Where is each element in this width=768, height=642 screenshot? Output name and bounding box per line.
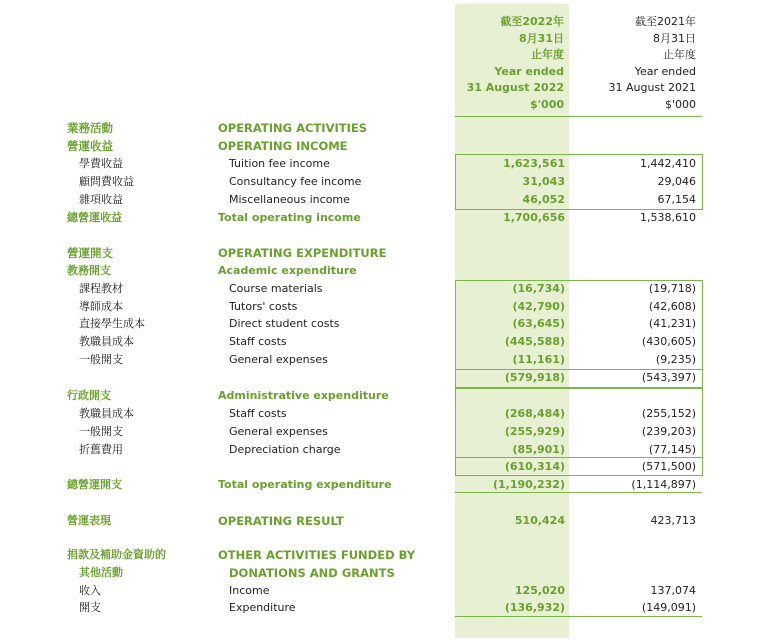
value-2021: (9,235) — [655, 353, 696, 366]
value-2022: (445,588) — [504, 335, 565, 348]
value-2022: 1,623,561 — [503, 157, 565, 170]
header-2022-line: 止年度 — [531, 48, 564, 61]
row-en: Tuition fee income — [229, 157, 330, 170]
row-en: OPERATING RESULT — [218, 514, 344, 528]
value-2021: (255,152) — [641, 407, 696, 420]
value-2022: (63,645) — [512, 317, 565, 330]
row-zh: 導師成本 — [79, 300, 123, 313]
value-2021: 1,442,410 — [640, 157, 696, 170]
row-zh: 捐款及補助金資助的 — [67, 548, 166, 561]
row-en: Depreciation charge — [229, 443, 341, 456]
row-zh: 教職員成本 — [79, 407, 134, 420]
header-2022-line: 截至2022年 — [500, 15, 564, 28]
row-en: Administrative expenditure — [218, 389, 389, 402]
value-2022: (16,734) — [512, 282, 565, 295]
row-zh: 教職員成本 — [79, 335, 134, 348]
row-en: DONATIONS AND GRANTS — [229, 566, 395, 580]
value-2021: (77,145) — [648, 443, 696, 456]
row-zh: 收入 — [79, 584, 101, 597]
admin-subtotal-2021: (571,500) — [641, 460, 696, 473]
total-expenditure-underline — [455, 492, 702, 493]
row-zh: 課程教材 — [79, 282, 123, 295]
value-2022: (85,901) — [512, 443, 565, 456]
header-2022-line: 31 August 2022 — [466, 81, 564, 94]
row-zh: 開支 — [79, 601, 101, 614]
academic-subtotal-line — [455, 369, 702, 370]
row-zh: 雜項收益 — [79, 193, 123, 206]
row-zh: 總營運開支 — [67, 478, 122, 491]
row-en: Total operating expenditure — [218, 478, 392, 491]
value-2021: 67,154 — [657, 193, 696, 206]
row-zh: 一般開支 — [79, 425, 123, 438]
header-2021-line: 止年度 — [663, 48, 696, 61]
value-2021: (42,608) — [648, 300, 696, 313]
row-en: Direct student costs — [229, 317, 340, 330]
header-2021 — [560, 14, 696, 113]
value-2022: 125,020 — [514, 584, 565, 597]
value-2022: (42,790) — [512, 300, 565, 313]
value-2022: 46,052 — [522, 193, 565, 206]
row-en: OPERATING INCOME — [218, 139, 348, 153]
value-2021: (430,605) — [641, 335, 696, 348]
row-en: Total operating income — [218, 211, 361, 224]
header-2021-line: 8月31日 — [653, 31, 696, 45]
value-2022: (1,190,232) — [493, 478, 565, 491]
row-zh: 教務開支 — [67, 264, 111, 277]
row-en: Academic expenditure — [218, 264, 357, 277]
academic-subtotal-2021: (543,397) — [641, 371, 696, 384]
value-2022: (255,929) — [504, 425, 565, 438]
row-zh: 行政開支 — [67, 389, 111, 402]
header-2021-line: 截至2021年 — [635, 15, 696, 28]
value-2022: 510,424 — [514, 514, 565, 527]
value-2022: (11,161) — [512, 353, 565, 366]
header-2022-line: Year ended — [494, 64, 564, 78]
row-en: OPERATING ACTIVITIES — [218, 121, 368, 135]
row-zh: 一般開支 — [79, 353, 123, 366]
value-2021: (19,718) — [648, 282, 696, 295]
header-underline — [455, 116, 702, 117]
value-2022: 31,043 — [522, 175, 565, 188]
row-zh: 其他活動 — [79, 566, 123, 579]
row-en: Course materials — [229, 282, 323, 295]
row-zh: 營運收益 — [67, 139, 113, 153]
row-zh: 總營運收益 — [67, 211, 122, 224]
value-2021: (149,091) — [641, 601, 696, 614]
academic-subtotal-2022: (579,918) — [504, 371, 565, 384]
row-en: Staff costs — [229, 335, 287, 348]
row-en: General expenses — [229, 353, 328, 366]
header-2022 — [455, 14, 564, 113]
value-2022: (268,484) — [504, 407, 565, 420]
value-2021: (239,203) — [641, 425, 696, 438]
row-zh: 營運開支 — [67, 246, 113, 260]
row-en: Miscellaneous income — [229, 193, 350, 206]
row-en: Expenditure — [229, 601, 296, 614]
value-2021: (41,231) — [648, 317, 696, 330]
admin-subtotal-line — [455, 457, 702, 458]
row-zh: 學費收益 — [79, 157, 123, 170]
value-2022: (136,932) — [504, 601, 565, 614]
header-2021-line: Year ended — [634, 64, 696, 78]
value-2022: 1,700,656 — [503, 211, 565, 224]
value-2021: 137,074 — [650, 584, 696, 597]
row-en: Income — [229, 584, 270, 597]
row-zh: 折舊費用 — [79, 443, 123, 456]
value-2021: 423,713 — [650, 514, 696, 527]
row-zh: 業務活動 — [67, 121, 113, 135]
row-en: OPERATING EXPENDITURE — [218, 246, 387, 260]
row-en: General expenses — [229, 425, 328, 438]
row-zh: 營運表現 — [67, 514, 111, 527]
header-2022-line: $'000 — [530, 97, 564, 111]
header-2022-line: 8月31日 — [519, 31, 564, 45]
row-en: Consultancy fee income — [229, 175, 362, 188]
header-2021-line: 31 August 2021 — [608, 81, 696, 94]
value-2021: (1,114,897) — [631, 478, 696, 491]
row-en: OTHER ACTIVITIES FUNDED BY — [218, 548, 416, 562]
row-zh: 直接學生成本 — [79, 317, 145, 330]
other-activities-underline — [455, 616, 702, 617]
value-2021: 1,538,610 — [640, 211, 696, 224]
row-en: Tutors' costs — [229, 300, 298, 313]
row-zh: 顧問費收益 — [79, 175, 134, 188]
row-en: Staff costs — [229, 407, 287, 420]
header-2021-line: $'000 — [664, 97, 696, 111]
value-2021: 29,046 — [657, 175, 696, 188]
admin-subtotal-2022: (610,314) — [504, 460, 565, 473]
